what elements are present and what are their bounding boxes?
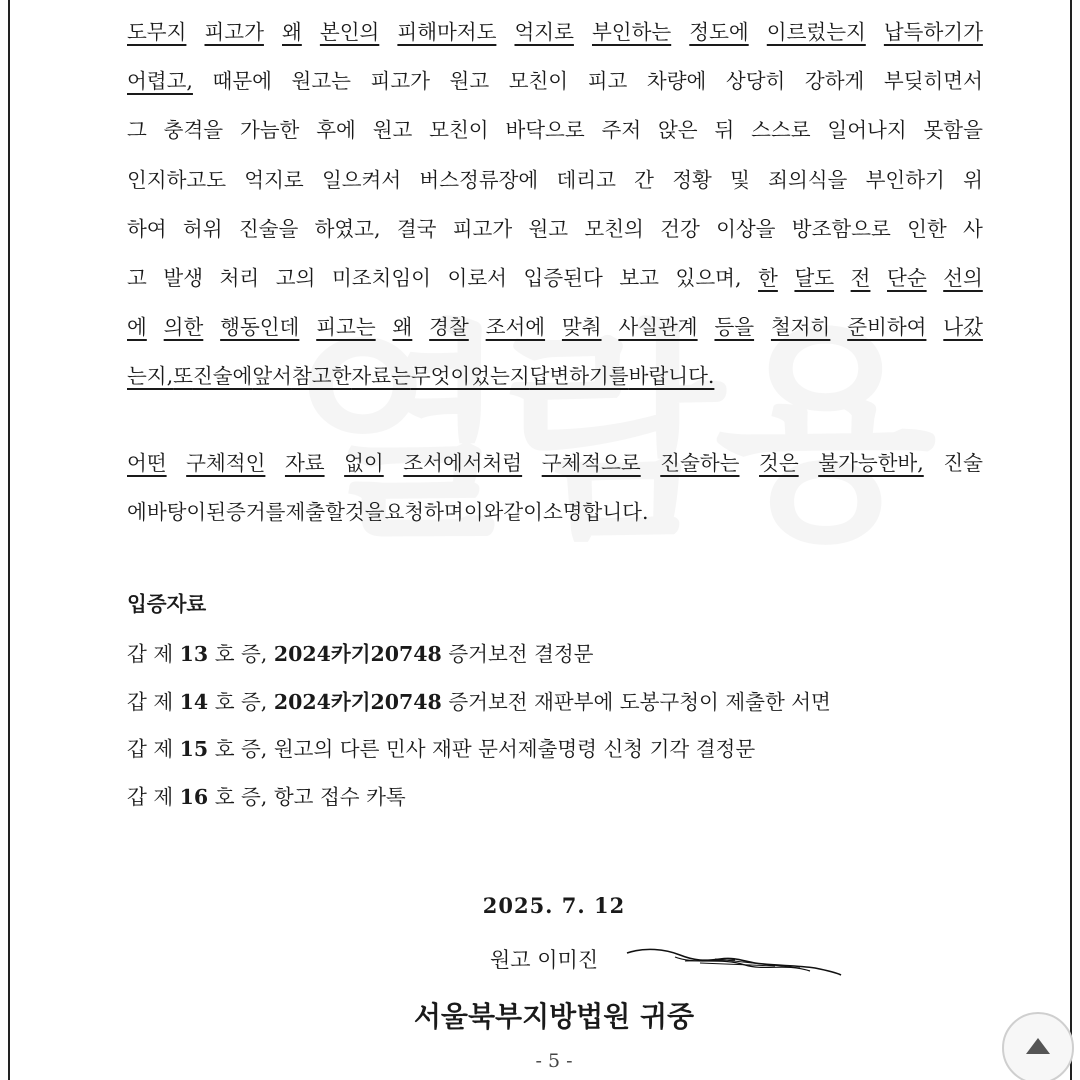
- text-word: 데리고: [556, 167, 616, 192]
- text-word: 모친이: [429, 118, 489, 143]
- text-word: 모친의: [584, 216, 644, 241]
- paragraph-line: [127, 18, 983, 46]
- text-word: 일으켜서: [321, 167, 402, 192]
- text-word: 또: [173, 364, 193, 389]
- text-word: 뒤: [714, 118, 735, 143]
- text-word: 주저: [601, 118, 642, 143]
- text-word: 것은: [759, 451, 799, 475]
- text-word: 선의: [943, 266, 983, 290]
- text-word: 경찰: [429, 315, 469, 340]
- text-word: 못함을: [923, 118, 983, 143]
- evidence-number: 16: [179, 784, 209, 809]
- text-word: 진술을: [238, 216, 299, 241]
- paragraph-line: [127, 449, 983, 477]
- text-word: 이르렀는지: [766, 20, 866, 44]
- text-word: 건강: [660, 216, 700, 241]
- text-word: 있으며,: [675, 266, 742, 290]
- chevron-up-icon: [1024, 1036, 1052, 1058]
- text-word: 이와: [463, 500, 504, 524]
- court-addressee: 서울북부지방법원 귀중: [413, 1000, 695, 1033]
- text-word: 입증된다: [523, 266, 603, 290]
- text-word: 나갔: [943, 315, 983, 340]
- text-word: 피고: [587, 69, 628, 94]
- document-date: 2025. 7. 12: [482, 893, 626, 918]
- evidence-prefix: 갑 제: [127, 737, 180, 761]
- text-word: 모친이: [508, 69, 569, 94]
- page-number: - 5 -: [535, 1050, 573, 1072]
- text-word: 보고: [619, 266, 659, 290]
- text-word: 전: [850, 266, 871, 290]
- text-word: 왜: [282, 20, 302, 44]
- text-word: 인지하고도: [127, 167, 227, 192]
- text-word: 죄의식을: [768, 167, 848, 192]
- text-word: 조서에: [485, 315, 546, 340]
- text-word: 왜: [392, 315, 413, 340]
- text-word: 달도: [794, 266, 835, 290]
- text-word: 일어나지: [827, 118, 907, 143]
- text-word: 억지로: [244, 167, 304, 192]
- text-word: 없이: [344, 451, 384, 475]
- text-word: 요청하며: [384, 500, 464, 524]
- text-word: 맞춰: [561, 315, 602, 340]
- evidence-item: [127, 783, 406, 811]
- text-word: 피고가: [370, 69, 430, 94]
- text-word: 불가능한바,: [818, 451, 924, 475]
- paragraph-line: [127, 264, 983, 292]
- text-word: 충격을: [163, 118, 224, 143]
- text-word: 어렵고,: [127, 69, 193, 94]
- signature-image: [625, 935, 845, 983]
- text-word: 스스로: [751, 118, 811, 143]
- text-word: 바닥으로: [505, 118, 585, 143]
- text-word: 앉은: [658, 118, 698, 143]
- text-word: 도무지: [127, 20, 187, 44]
- text-word: 참고한: [291, 364, 352, 389]
- evidence-case-number: 2024카기20748: [273, 689, 442, 714]
- text-word: 인한: [907, 216, 947, 241]
- paragraph-line: [127, 166, 983, 194]
- text-word: 후에: [316, 118, 356, 143]
- evidence-suffix: 호 증,: [208, 737, 274, 761]
- text-word: 억지로: [514, 20, 574, 44]
- evidence-number: 13: [179, 642, 209, 666]
- text-word: 부인하는: [591, 20, 672, 44]
- text-word: 본인의: [319, 20, 380, 44]
- text-word: 자료는: [351, 364, 411, 389]
- text-word: 미조치임이: [331, 266, 431, 290]
- text-word: 에: [127, 500, 147, 524]
- paragraph-line: [127, 116, 983, 144]
- text-word: 때문에: [212, 69, 272, 94]
- text-word: 준비하여: [847, 315, 927, 340]
- evidence-number: 14: [179, 689, 209, 714]
- evidence-item: [127, 640, 593, 668]
- text-word: 납득하기가: [883, 20, 983, 44]
- text-word: 및: [730, 167, 750, 192]
- evidence-description: 원고의 다른 민사 재판 문서제출명령 신청 기각 결정문: [273, 737, 756, 761]
- paragraph-line: [127, 67, 983, 95]
- plaintiff-name: 원고 이미진: [490, 948, 599, 972]
- evidence-description: 증거보전 재판부에 도봉구청이 제출한 서면: [441, 689, 831, 714]
- text-word: 어떤: [127, 451, 167, 475]
- text-word: 앞서: [252, 364, 292, 389]
- text-word: 방조함으로: [791, 216, 891, 241]
- text-word: 행동인데: [220, 315, 300, 340]
- evidence-suffix: 호 증,: [208, 784, 274, 809]
- evidence-suffix: 호 증,: [208, 689, 274, 714]
- scroll-to-top-button[interactable]: [1002, 1012, 1074, 1080]
- evidence-suffix: 호 증,: [208, 642, 274, 666]
- paragraph-line: [127, 498, 983, 526]
- text-word: 같이: [503, 500, 543, 524]
- text-word: 정황: [672, 167, 712, 192]
- text-word: 된: [206, 500, 227, 524]
- text-word: 한: [758, 266, 778, 290]
- text-word: 그: [127, 118, 147, 143]
- text-word: 무엇이었는지: [410, 364, 530, 389]
- text-word: 간: [634, 167, 654, 192]
- evidence-prefix: 갑 제: [127, 689, 180, 714]
- text-word: 구체적으로: [541, 451, 641, 475]
- text-word: 구체적인: [186, 451, 266, 475]
- paragraph-line: [127, 215, 983, 243]
- text-word: 하여: [127, 216, 167, 241]
- evidence-heading: 입증자료: [127, 592, 207, 616]
- text-word: 사: [963, 216, 983, 241]
- evidence-item: [127, 688, 831, 716]
- text-word: 허위: [182, 216, 223, 241]
- evidence-description: 항고 접수 카톡: [273, 784, 406, 809]
- text-word: 처리: [219, 266, 260, 290]
- text-word: 상당히: [725, 69, 786, 94]
- text-word: 피해마저도: [397, 20, 497, 44]
- text-word: 결국: [396, 216, 437, 241]
- text-word: 제출할: [285, 500, 345, 524]
- text-word: 부인하기: [865, 167, 945, 192]
- evidence-description: 증거보전 결정문: [441, 642, 594, 666]
- evidence-prefix: 갑 제: [127, 642, 180, 666]
- evidence-number: 15: [179, 737, 209, 761]
- text-word: 고: [127, 266, 147, 290]
- page-frame: [8, 0, 1072, 1080]
- text-word: 버스정류장에: [419, 167, 539, 192]
- evidence-prefix: 갑 제: [127, 784, 180, 809]
- text-word: 사실관계: [618, 315, 698, 340]
- text-word: 등을: [714, 315, 755, 340]
- text-word: 는지,: [127, 364, 174, 389]
- text-word: 진술하는: [660, 451, 740, 475]
- text-word: 발생: [163, 266, 203, 290]
- text-word: 피고가: [452, 216, 513, 241]
- text-word: 이로서: [447, 266, 507, 290]
- text-word: 바랍니다.: [628, 364, 715, 389]
- text-word: 원고: [372, 118, 413, 143]
- text-word: 차량에: [646, 69, 707, 94]
- text-word: 소명합니다.: [542, 500, 649, 524]
- text-word: 의한: [163, 315, 204, 340]
- text-word: 이상을: [716, 216, 776, 241]
- text-word: 가늠한: [239, 118, 300, 143]
- text-word: 고의: [275, 266, 316, 290]
- text-word: 바탕이: [146, 500, 207, 524]
- text-word: 피고는: [316, 315, 376, 340]
- text-word: 위: [963, 167, 983, 192]
- text-word: 조서에서처럼: [403, 451, 523, 475]
- text-word: 철저히: [770, 315, 831, 340]
- text-word: 원고: [528, 216, 569, 241]
- text-word: 단순: [887, 266, 927, 290]
- text-word: 원고는: [291, 69, 351, 94]
- evidence-case-number: 2024카기20748: [273, 642, 442, 666]
- paragraph-line: [127, 362, 983, 390]
- text-word: 자료: [284, 451, 325, 475]
- text-word: 부딪히면서: [883, 69, 983, 94]
- text-word: 에: [127, 315, 147, 340]
- text-word: 정도에: [689, 20, 749, 44]
- text-word: 것을: [344, 500, 385, 524]
- paragraph-line: [127, 313, 983, 341]
- text-word: 증거를: [226, 500, 286, 524]
- text-word: 진술에: [192, 364, 253, 389]
- evidence-item: [127, 735, 755, 763]
- text-word: 하였고,: [314, 216, 381, 241]
- text-word: 강하게: [804, 69, 865, 94]
- text-word: 피고가: [204, 20, 264, 44]
- text-word: 답변하기를: [529, 364, 629, 389]
- text-word: 진술: [943, 451, 983, 475]
- text-word: 원고: [449, 69, 490, 94]
